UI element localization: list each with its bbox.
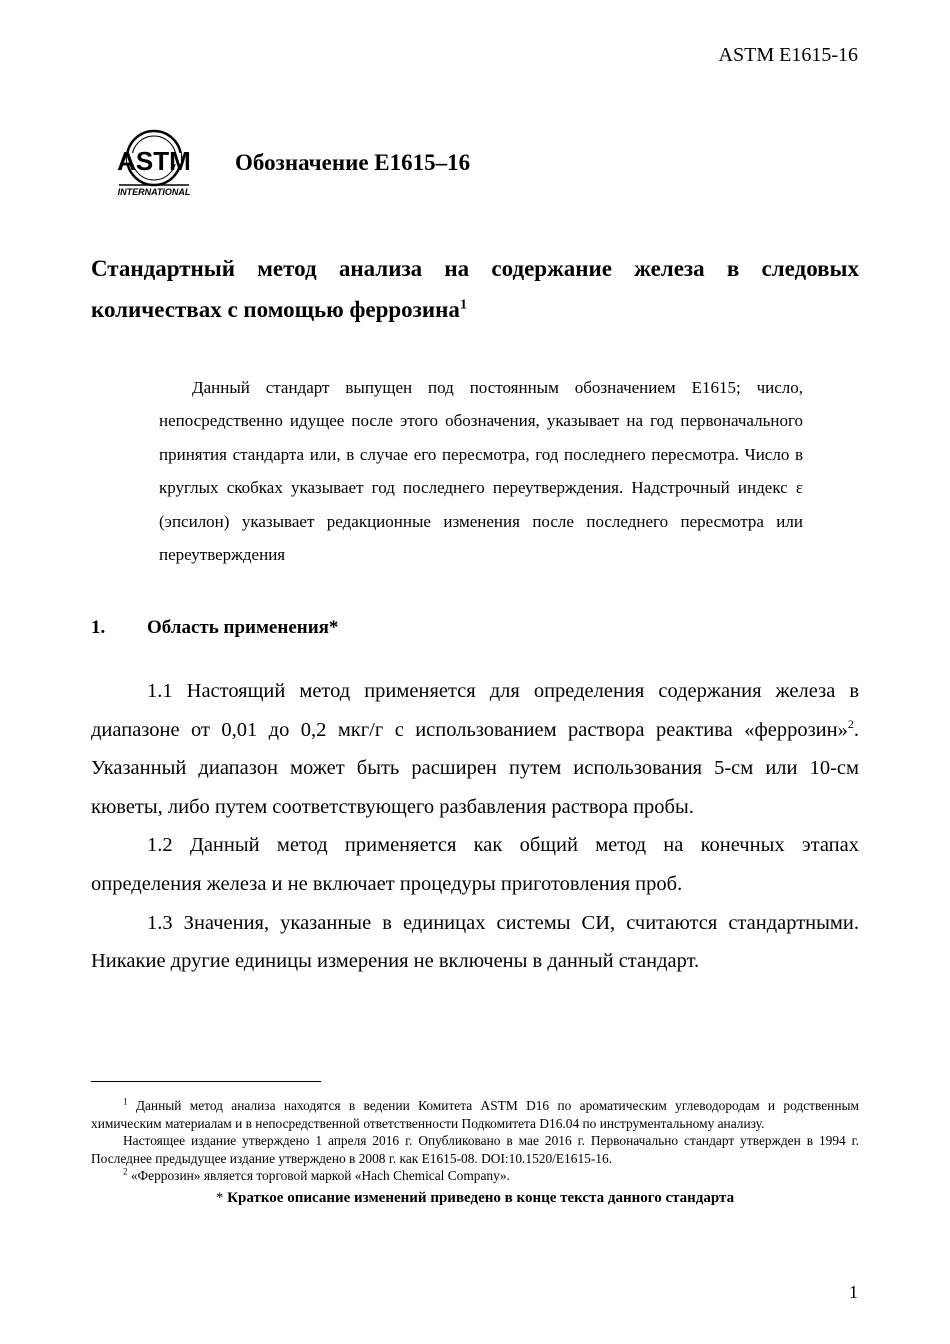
section-heading xyxy=(91,617,338,639)
astm-logo-icon xyxy=(113,128,195,200)
document-title xyxy=(91,248,859,330)
section-number: 1. xyxy=(91,617,106,638)
edition-note: Настоящее издание утверждено 1 апреля 2016 г. Опубликовано в мае 2016 г. Первоначально стандарт утвержден в 1994 г. Последнее предыдущее издание утверждено в 2008 г. как E1615-08. DOI:10.1520/E1615-16. xyxy=(91,1133,859,1166)
footnote-1: $^1$ Данный метод анализа находятся в ведении Комитета ASTM D16 по ароматическим углеводородам и родственным химическим материалам и в непосредственной ответственности Подкомитета D16.04 по инструментальному анализу. xyxy=(91,1096,859,1131)
summary-note: * Краткое описание изменений приведено в конце текста данного стандарта xyxy=(215,1189,735,1206)
footnote-ref-2: 2 xyxy=(847,716,854,731)
logo-letters: ASTM xyxy=(117,146,191,176)
paragraph-1-2: 1.2 Данный метод применяется как общий метод на конечных этапах определения железа и не включает процедуры приготовления проб. xyxy=(91,834,859,895)
paragraph-1-1: 1.1 Настоящий метод применяется для определения содержания железа в диапазоне от 0,01 до 0,2 мкг/г с использованием раствора реактива «феррозин»$^2$. Указанный диапазон может быть расширен путем использования 5-см или 10-см кюветы, либо путем соответствующего разбавления раствора пробы. xyxy=(91,680,859,818)
page-number: 1 xyxy=(849,1282,858,1302)
astm-logo xyxy=(113,128,195,200)
title-footnote-ref: 1 xyxy=(459,297,467,313)
footnote-2: $^2$ «Феррозин» является торговой маркой «Hach Chemical Company». xyxy=(123,1166,510,1184)
title-text: Стандартный метод анализа на содержание железа в следовых количествах с помощью феррозина xyxy=(91,256,859,322)
intro-paragraph: Данный стандарт выпущен под постоянным обозначением E1615; число, непосредственно идущее после этого обозначения, указывает на год первоначального принятия стандарта или, в случае его пересмотра, год последнего пересмотра. Число в круглых скобках указывает год последнего переутверждения. Надстрочный индекс ε (эпсилон) указывает редакционные изменения после последнего пересмотра или переутверждения xyxy=(159,378,803,565)
section-body xyxy=(91,672,859,981)
paragraph-1-3: 1.3 Значения, указанные в единицах системы СИ, считаются стандартными. Никакие другие единицы измерения не включены в данный стандарт. xyxy=(91,911,859,973)
document-code: ASTM E1615-16 xyxy=(718,44,858,66)
logo-caption: INTERNATIONAL xyxy=(117,187,191,197)
designation-heading: Обозначение E1615–16 xyxy=(235,150,471,175)
footnotes xyxy=(91,1097,859,1208)
section-title: Область применения* xyxy=(147,617,339,638)
footnote-divider xyxy=(91,1081,321,1082)
